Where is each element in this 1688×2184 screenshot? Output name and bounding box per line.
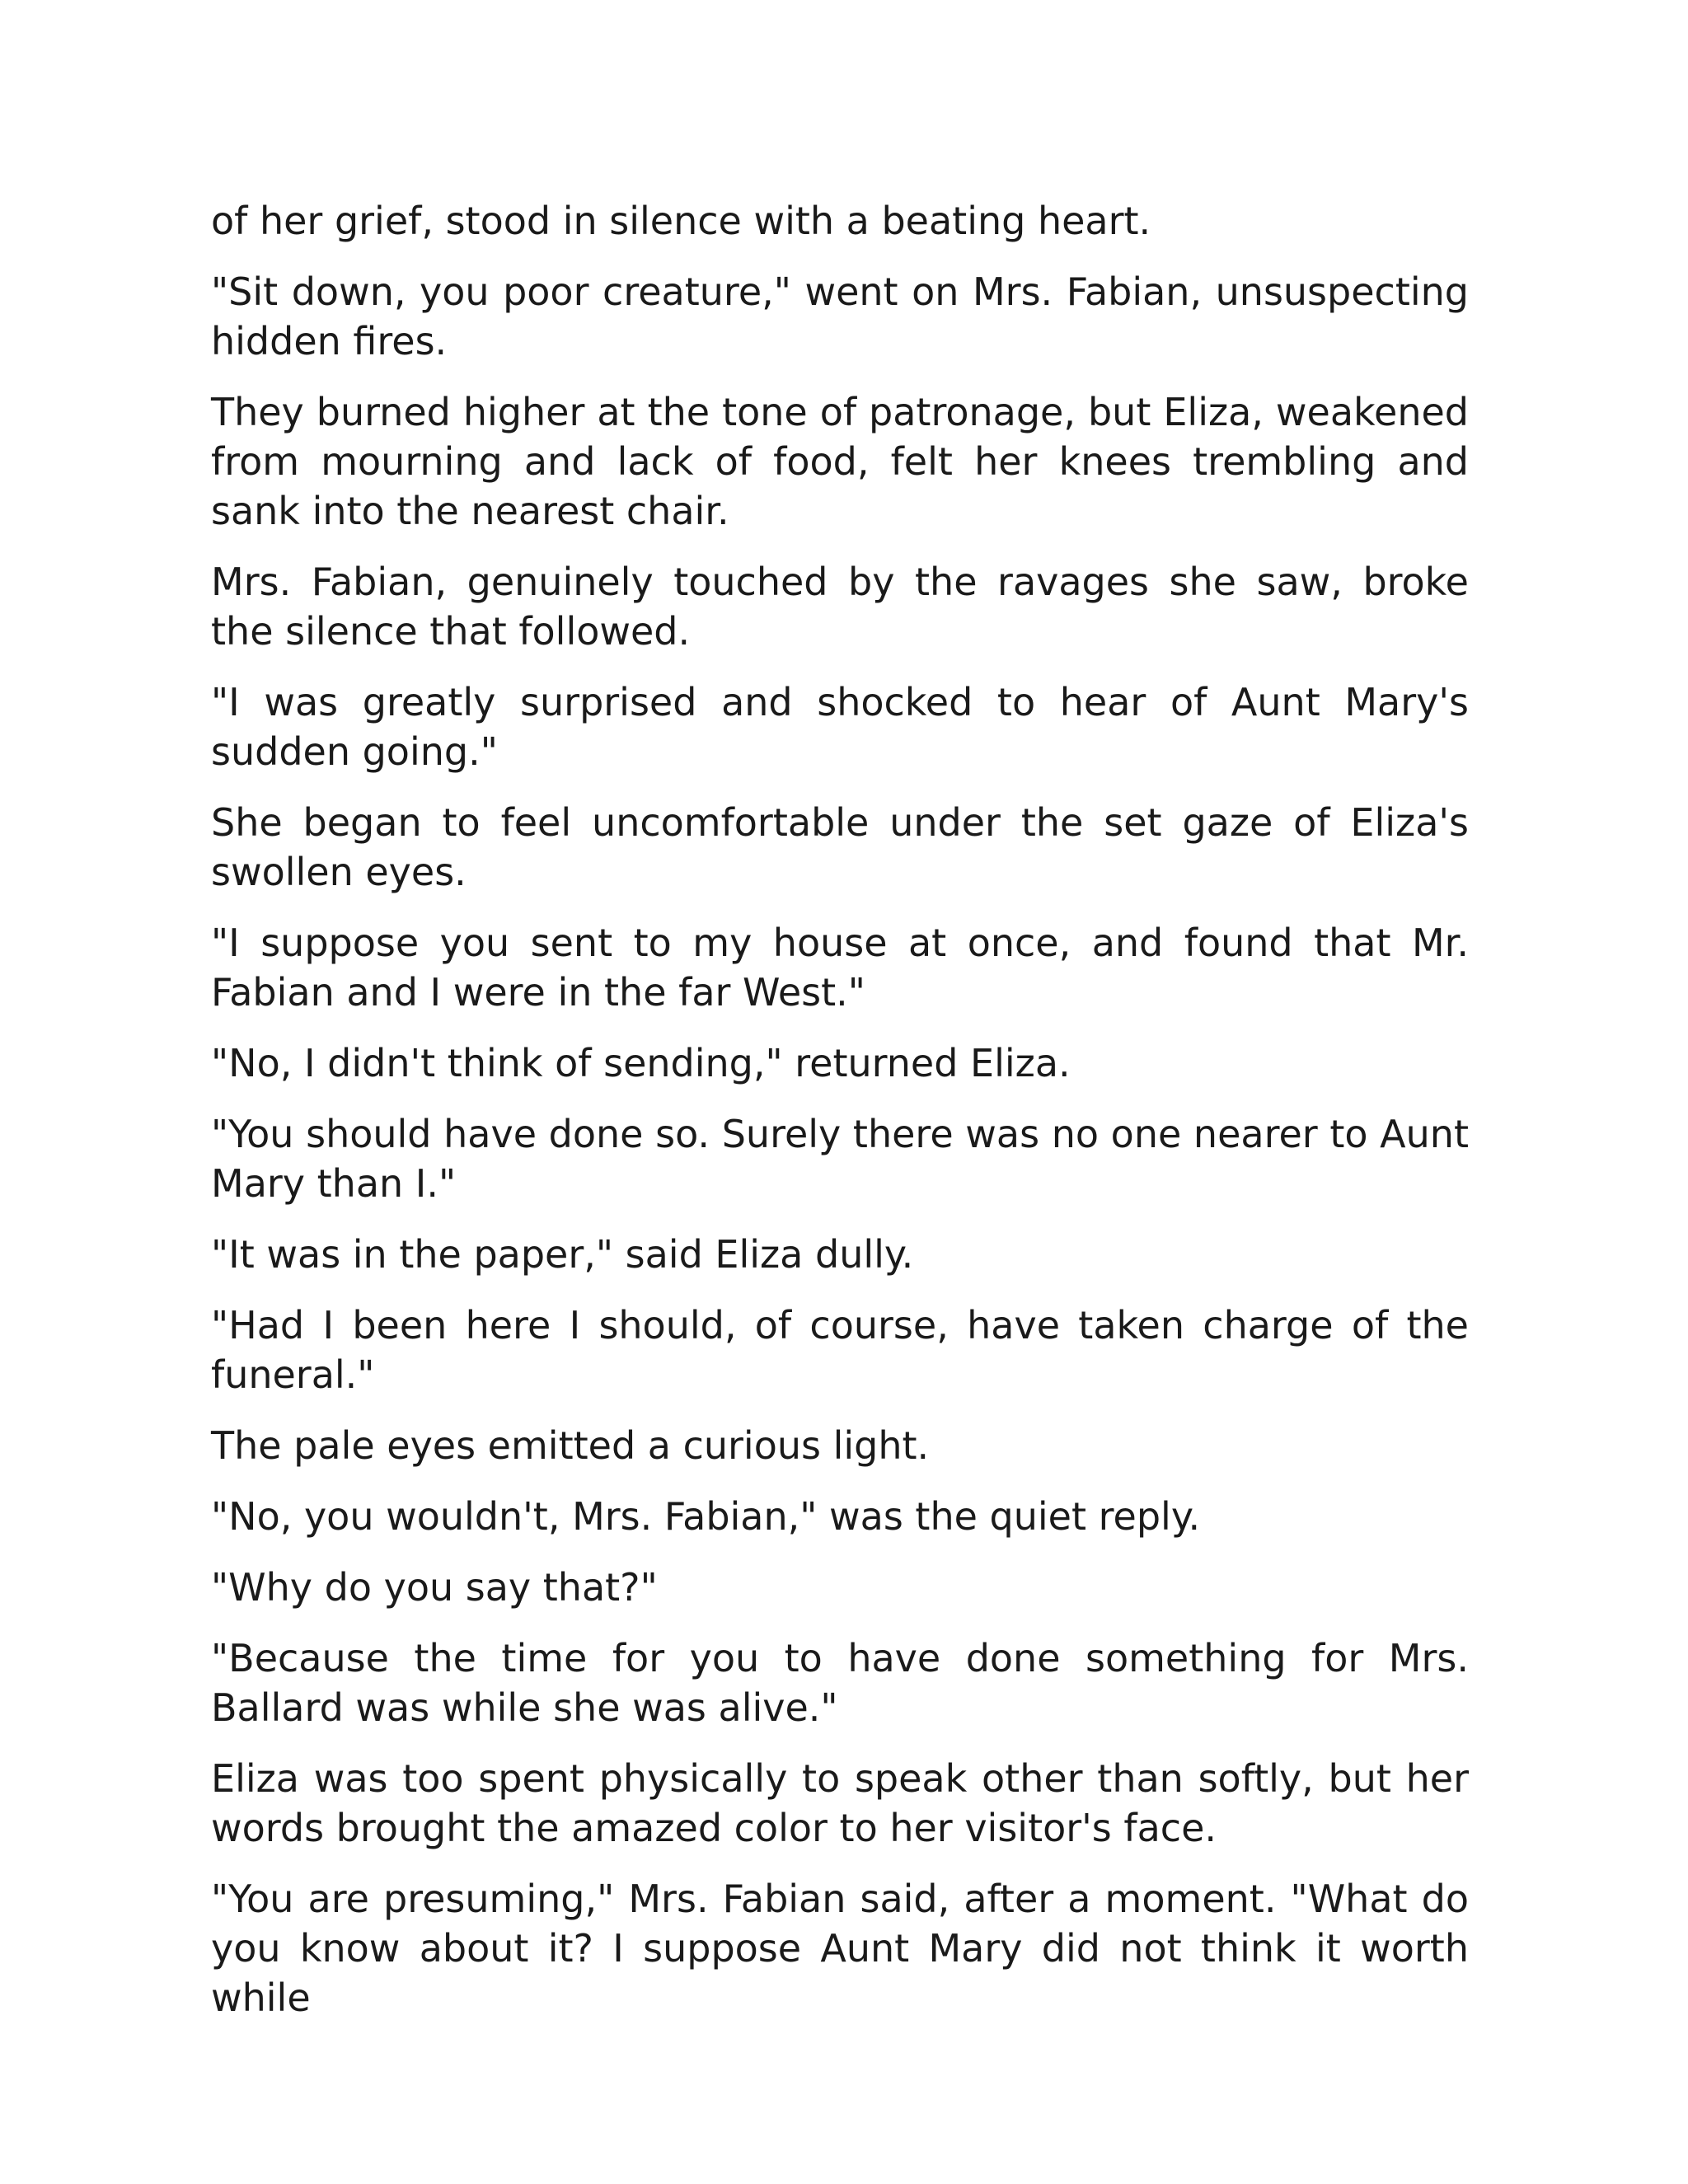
paragraph-5: "I was greatly surprised and shocked to hear of Aunt Mary's sudden going." bbox=[211, 680, 1469, 774]
paragraph-1: of her grief, stood in silence with a beating heart. bbox=[211, 199, 1151, 243]
paragraph-11: "Had I been here I should, of course, have taken charge of the funeral." bbox=[211, 1303, 1469, 1397]
paragraph-3: They burned higher at the tone of patronage, but Eliza, weakened from mourning and lack of food, felt her knees trembling and sank into the nearest chair. bbox=[211, 390, 1469, 533]
paragraph-16: Eliza was too spent physically to speak other than softly, but her words brought the amazed color to her visitor's face. bbox=[211, 1756, 1469, 1850]
paragraph-7: "I suppose you sent to my house at once, and found that Mr. Fabian and I were in the far West." bbox=[211, 921, 1469, 1015]
paragraph-9: "You should have done so. Surely there was no one nearer to Aunt Mary than I." bbox=[211, 1112, 1469, 1206]
paragraph-10: "It was in the paper," said Eliza dully. bbox=[211, 1232, 914, 1277]
paragraph-8: "No, I didn't think of sending," returned Eliza. bbox=[211, 1041, 1071, 1085]
paragraph-2: "Sit down, you poor creature," went on Mrs. Fabian, unsuspecting hidden fires. bbox=[211, 269, 1469, 363]
paragraph-14: "Why do you say that?" bbox=[211, 1565, 658, 1610]
paragraph-13: "No, you wouldn't, Mrs. Fabian," was the quiet reply. bbox=[211, 1494, 1201, 1539]
paragraph-15: "Because the time for you to have done something for Mrs. Ballard was while she was alive." bbox=[211, 1636, 1469, 1730]
paragraph-6: She began to feel uncomfortable under the set gaze of Eliza's swollen eyes. bbox=[211, 800, 1469, 894]
paragraph-12: The pale eyes emitted a curious light. bbox=[211, 1423, 930, 1468]
document-page bbox=[211, 196, 1469, 2044]
paragraph-17: "You are presuming," Mrs. Fabian said, after a moment. "What do you know about it? I suppose Aunt Mary did not think it worth while bbox=[211, 1877, 1469, 2020]
paragraph-4: Mrs. Fabian, genuinely touched by the ravages she saw, broke the silence that followed. bbox=[211, 560, 1469, 654]
